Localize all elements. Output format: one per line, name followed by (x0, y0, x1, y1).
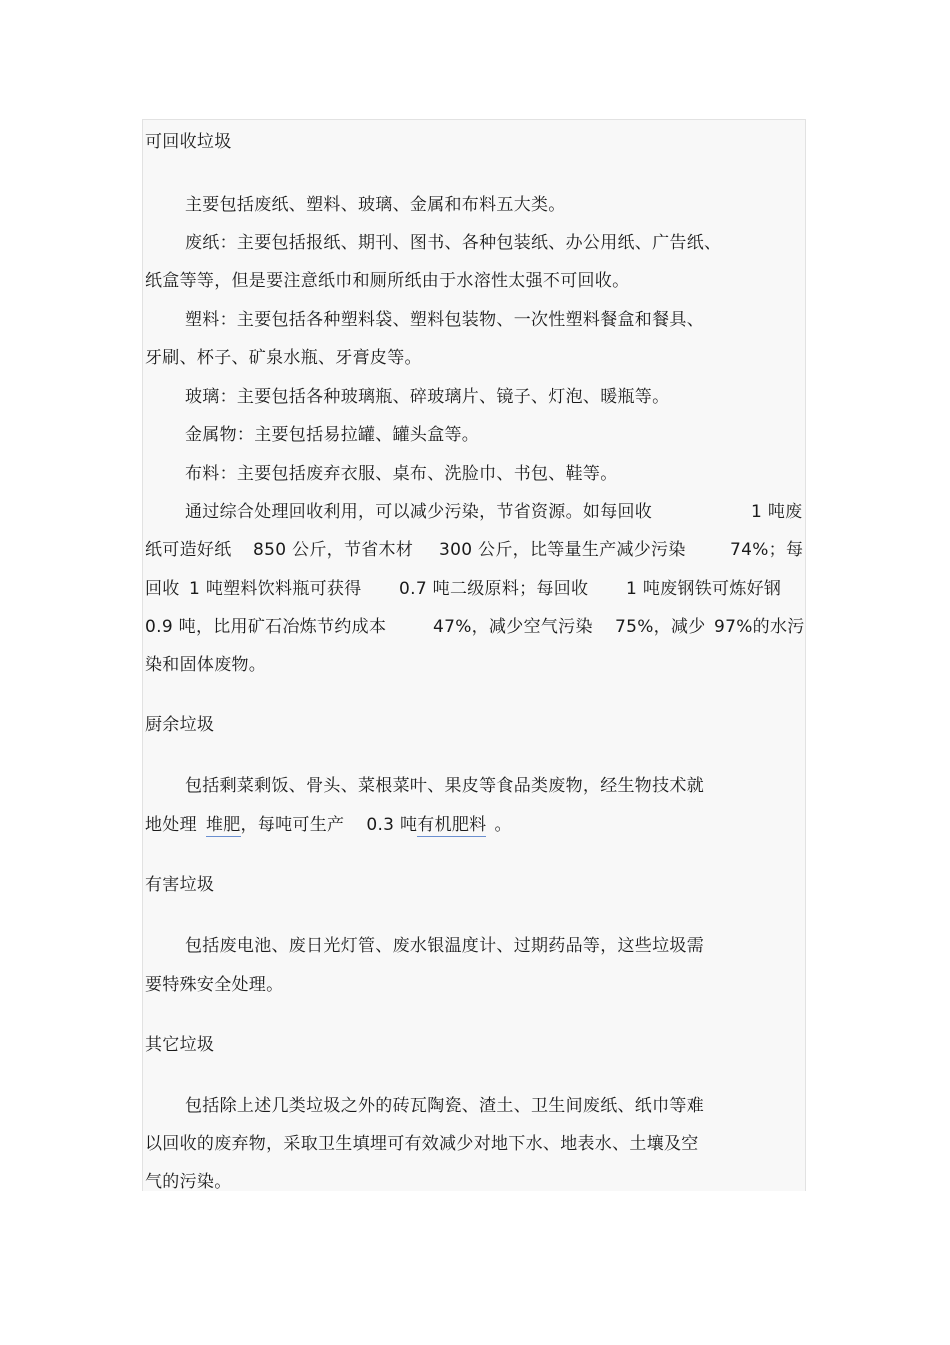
text-run: 地处理 (145, 815, 197, 835)
paragraph-line: 回收 (145, 579, 180, 599)
paragraph-line: 塑料：主要包括各种塑料袋、塑料包装物、一次性塑料餐盒和餐具、 (185, 310, 704, 330)
paragraph-number: 300 公斤，比等量生产减少污染 (439, 540, 686, 560)
link-compost[interactable]: 堆肥 (205, 815, 241, 835)
paragraph-number: 75%，减少 (615, 617, 706, 637)
paragraph-line: 包括废电池、废日光灯管、废水银温度计、过期药品等，这些垃圾需 (185, 936, 704, 956)
paragraph-line: 通过综合处理回收利用，可以减少污染，节省资源。如每回收 (185, 502, 653, 522)
section-heading-hazardous: 有害垃圾 (145, 875, 215, 895)
paragraph-line: 要特殊安全处理。 (145, 975, 284, 995)
link-organic-fertilizer[interactable]: 有机肥料 (417, 815, 487, 835)
paragraph-number: 47%，减少空气污染 (433, 617, 593, 637)
paragraph-line: 以回收的废弃物，采取卫生填埋可有效减少对地下水、地表水、土壤及空 (145, 1134, 699, 1154)
paragraph-number: 0.7 吨二级原料；每回收 (399, 579, 589, 599)
paragraph-number: 0.9 吨，比用矿石冶炼节约成本 (145, 617, 387, 637)
paragraph-line: 废纸：主要包括报纸、期刊、图书、各种包装纸、办公用纸、广告纸、 (185, 233, 722, 253)
paragraph-line: 包括除上述几类垃圾之外的砖瓦陶瓷、渣土、卫生间废纸、纸巾等难 (185, 1096, 704, 1116)
paragraph-line: 金属物：主要包括易拉罐、罐头盒等。 (185, 425, 480, 445)
paragraph-line: 主要包括废纸、塑料、玻璃、金属和布料五大类。 (185, 195, 566, 215)
paragraph-number: 1 吨塑料饮料瓶可获得 (189, 579, 362, 599)
document-page (142, 119, 806, 1191)
paragraph-number: 850 公斤，节省木材 (253, 540, 414, 560)
section-heading-recyclable: 可回收垃圾 (145, 132, 232, 152)
section-heading-other: 其它垃圾 (145, 1035, 215, 1055)
paragraph-number: 1 吨废 (751, 502, 803, 522)
paragraph-line: 包括剩菜剩饭、骨头、菜根菜叶、果皮等食品类废物，经生物技术就 (185, 776, 704, 796)
paragraph-number: 1 吨废钢铁可炼好钢 (626, 579, 782, 599)
paragraph-line: 纸可造好纸 (145, 540, 232, 560)
paragraph-line: 纸盒等等，但是要注意纸巾和厕所纸由于水溶性太强不可回收。 (145, 271, 630, 291)
section-heading-kitchen: 厨余垃圾 (145, 715, 215, 735)
paragraph-line: 染和固体废物。 (145, 655, 267, 675)
paragraph-number: 97%的水污 (714, 617, 805, 637)
paragraph-line: 玻璃：主要包括各种玻璃瓶、碎玻璃片、镜子、灯泡、暖瓶等。 (185, 387, 670, 407)
paragraph-line: 布料：主要包括废弃衣服、桌布、洗脸巾、书包、鞋等。 (185, 464, 618, 484)
paragraph-line: 牙刷、杯子、矿泉水瓶、牙膏皮等。 (145, 348, 422, 368)
paragraph-number: 74%；每 (730, 540, 804, 560)
text-run: ，每吨可生产 (240, 815, 345, 835)
text-run: 0.3 吨 (366, 815, 418, 835)
paragraph-line: 气的污染。 (145, 1172, 232, 1191)
paragraph-line (145, 815, 512, 835)
text-run: 。 (494, 815, 512, 835)
